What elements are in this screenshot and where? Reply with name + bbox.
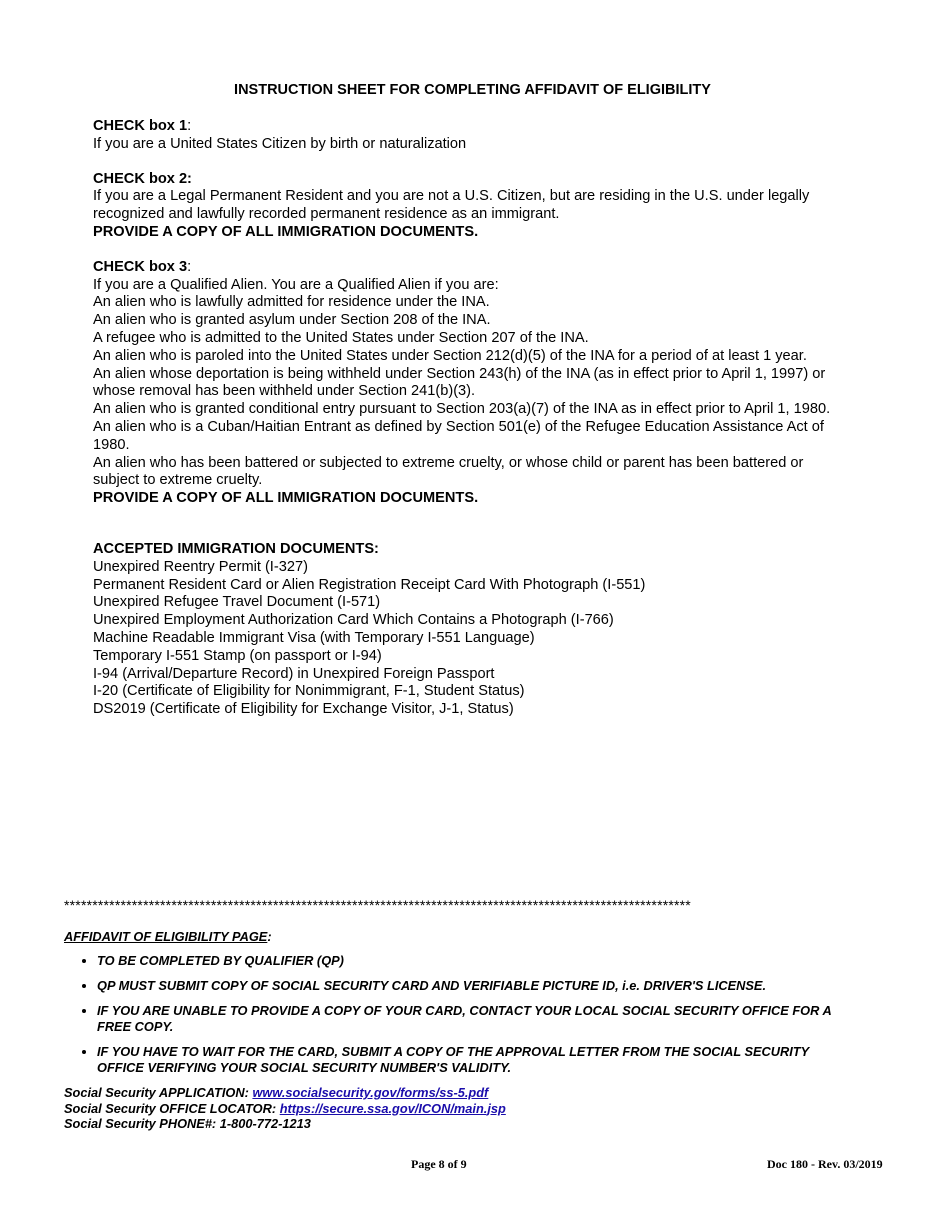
affidavit-title: AFFIDAVIT OF ELIGIBILITY PAGE [64, 929, 268, 944]
affidavit-title-colon: : [267, 929, 272, 944]
accepted-documents-section [93, 541, 853, 719]
social-security-contacts [64, 1085, 854, 1132]
application-label: Social Security APPLICATION: [64, 1085, 253, 1100]
application-line [64, 1085, 854, 1101]
box3-heading [93, 259, 853, 277]
accepted-document-item: I-20 (Certificate of Eligibility for Nonimmigrant, F-1, Student Status) [93, 683, 525, 700]
box3-provide-notice: PROVIDE A COPY OF ALL IMMIGRATION DOCUMENTS. [93, 490, 479, 507]
box3-label: CHECK box 3 [93, 258, 188, 275]
box2-provide-notice: PROVIDE A COPY OF ALL IMMIGRATION DOCUMENTS. [93, 223, 479, 240]
list-item: • IF YOU HAVE TO WAIT FOR THE CARD, SUBMIT A COPY OF THE APPROVAL LETTER FROM THE SOCIAL SECURITY OFFICE VERIFYING YOUR SOCIAL SECURITY NUMBER'S VALIDITY. [97, 1044, 854, 1076]
box1-label: CHECK box 1 [93, 118, 188, 134]
application-link[interactable]: www.socialsecurity.gov/forms/ss-5.pdf [252, 1085, 489, 1100]
box2-label: CHECK box 2: [93, 170, 192, 187]
accepted-documents-heading: ACCEPTED IMMIGRATION DOCUMENTS: [93, 540, 379, 557]
box3-line: An alien who has been battered or subjected to extreme cruelty, or whose child or parent has been battered or subject to extreme cruelty. [93, 454, 804, 489]
page-title: INSTRUCTION SHEET FOR COMPLETING AFFIDAVIT OF ELIGIBILITY [234, 82, 711, 98]
box3-line: An alien who is granted asylum under Section 208 of the INA. [93, 312, 491, 329]
page-number: Page 8 of 9 [411, 1157, 467, 1171]
accepted-document-item: Temporary I-551 Stamp (on passport or I-94) [93, 647, 382, 664]
separator-line: *************************************************************************************************************** [64, 897, 691, 913]
instructions-body [93, 118, 853, 719]
box3-section [93, 259, 853, 508]
box3-line: An alien who is paroled into the United States under Section 212(d)(5) of the INA for a period of at least 1 year. [93, 347, 807, 364]
phone-line: Social Security PHONE#: 1-800-772-1213 [64, 1116, 311, 1131]
list-item: • IF YOU ARE UNABLE TO PROVIDE A COPY OF YOUR CARD, CONTACT YOUR LOCAL SOCIAL SECURITY OFFICE FOR A FREE COPY. [97, 1003, 854, 1035]
box3-line: If you are a Qualified Alien. You are a Qualified Alien if you are: [93, 276, 499, 293]
accepted-document-item: Unexpired Reentry Permit (I-327) [93, 558, 308, 575]
locator-label: Social Security OFFICE LOCATOR: [64, 1100, 280, 1116]
list-item: • QP MUST SUBMIT COPY OF SOCIAL SECURITY CARD AND VERIFIABLE PICTURE ID, i.e. DRIVER'S LICENSE. [97, 978, 854, 994]
locator-line [64, 1101, 854, 1117]
accepted-document-item: Machine Readable Immigrant Visa (with Temporary I-551 Language) [93, 629, 535, 646]
box1-text: If you are a United States Citizen by birth or naturalization [93, 135, 467, 152]
box1-heading [93, 118, 853, 136]
affidavit-section [64, 929, 854, 1132]
document-revision: Doc 180 - Rev. 03/2019 [767, 1157, 883, 1171]
box3-line: An alien whose deportation is being withheld under Section 243(h) of the INA (as in effect prior to April 1, 1997) or whose removal has been withheld under Section 241(b)(3). [93, 365, 826, 400]
accepted-document-item: Unexpired Refugee Travel Document (I-571) [93, 594, 381, 611]
accepted-document-item: DS2019 (Certificate of Eligibility for Exchange Visitor, J-1, Status) [93, 701, 514, 718]
box2-text: If you are a Legal Permanent Resident and you are not a U.S. Citizen, but are residing in the U.S. under legally recognized and lawfully recorded permanent residence as an immigrant. [93, 188, 810, 223]
list-item: • TO BE COMPLETED BY QUALIFIER (QP) [97, 953, 854, 969]
box3-line: A refugee who is admitted to the United States under Section 207 of the INA. [93, 329, 589, 346]
box3-line: An alien who is granted conditional entry pursuant to Section 203(a)(7) of the INA as in effect prior to April 1, 1980. [93, 401, 831, 418]
box2-section [93, 171, 853, 242]
accepted-document-item: Unexpired Employment Authorization Card Which Contains a Photograph (I-766) [93, 612, 614, 629]
box3-line: An alien who is lawfully admitted for residence under the INA. [93, 294, 490, 311]
affidavit-heading [64, 929, 854, 944]
box3-line: An alien who is a Cuban/Haitian Entrant as defined by Section 501(e) of the Refugee Education Assistance Act of 1980. [93, 418, 824, 453]
box1-colon: : [187, 118, 192, 134]
affidavit-requirements-list [64, 953, 854, 1076]
accepted-document-item: I-94 (Arrival/Departure Record) in Unexpired Foreign Passport [93, 665, 495, 682]
box3-colon: : [187, 258, 192, 275]
box1-section [93, 118, 853, 154]
office-locator-link[interactable]: https://secure.ssa.gov/ICON/main.jsp [279, 1100, 506, 1116]
accepted-document-item: Permanent Resident Card or Alien Registration Receipt Card With Photograph (I-551) [93, 576, 646, 593]
